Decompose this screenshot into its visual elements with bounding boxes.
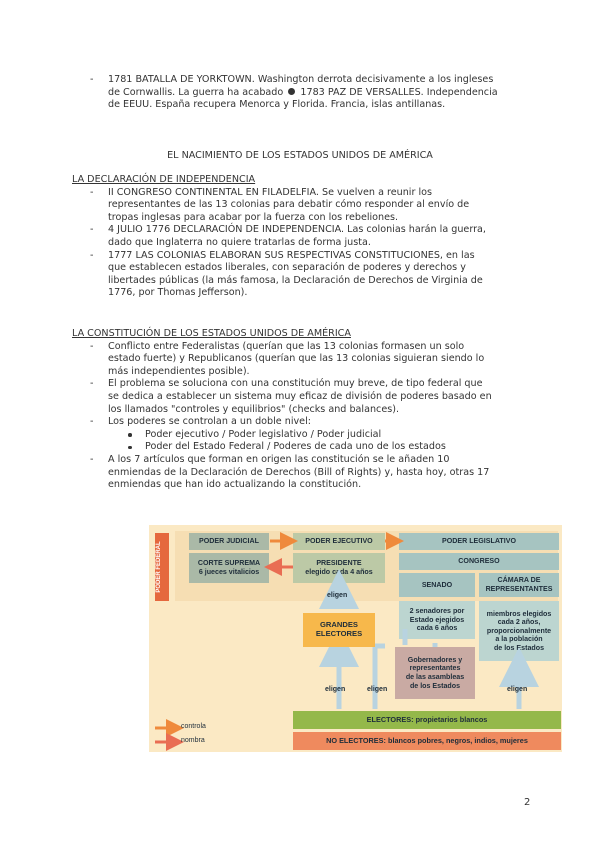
senado-box: SENADO — [399, 573, 475, 597]
s2-line: El problema se soluciona con una constitución muy breve, de tipo federal que — [108, 378, 483, 390]
federal-powers-diagram — [149, 525, 562, 752]
s1-line: que establecen estados liberales, con separación de poderes y derechos y — [108, 262, 466, 274]
list-dash: - — [90, 74, 94, 85]
senadores-box: 2 senadores por Estado ejegidos cada 6 años — [399, 601, 475, 639]
list-dash: - — [90, 416, 94, 428]
intro-line-1: 1781 BATALLA DE YORKTOWN. Washington derrota decisivamente a los ingleses — [108, 74, 494, 85]
list-dash: - — [90, 186, 94, 198]
s1-line: II CONGRESO CONTINENTAL EN FILADELFIA. Se vuelven a reunir los — [108, 186, 432, 198]
eligen-label: eligen — [367, 686, 388, 693]
bullet-icon — [128, 446, 132, 450]
eligen-label: eligen — [507, 686, 528, 693]
list-dash: - — [90, 224, 94, 236]
s2-line: se dedica a establecer un sistema muy eficaz de división de poderes basado en — [108, 391, 492, 402]
s2-subitem: Poder del Estado Federal / Poderes de cada uno de los estados — [145, 441, 446, 453]
s2-line: A los 7 artículos que forman en origen las constitución se le añaden 10 — [108, 454, 450, 465]
bullet-icon — [128, 433, 132, 437]
s2-line: enmiendas de la Declaración de Derechos (Bill of Rights) y, hasta hoy, otras 17 — [108, 466, 490, 478]
side-label: PODER FEDERAL — [156, 541, 162, 593]
legend-nombra: nombra — [181, 737, 205, 744]
eligen-label: eligen — [325, 686, 346, 693]
list-dash: - — [90, 454, 94, 465]
poder-judicial-box: PODER JUDICIAL — [189, 533, 269, 550]
grandes-electores-box: GRANDES ELECTORES — [303, 613, 375, 647]
intro-line-3: de EEUU. España recupera Menorca y Florida. Francia, islas antillanas. — [108, 99, 446, 111]
s2-line: estado fuerte) y Republicanos (querían que las 13 colonias siguieran siendo lo — [108, 353, 485, 365]
page-title: EL NACIMIENTO DE LOS ESTADOS UNIDOS DE AMÉRICA — [167, 150, 433, 161]
poder-legislativo-box: PODER LEGISLATIVO — [399, 533, 559, 550]
electores-box: ELECTORES: propietarios blancos — [293, 711, 561, 729]
legend-controla: controla — [181, 723, 206, 730]
list-dash: - — [90, 340, 94, 352]
s1-line: representantes de las 13 colonias para debatir cómo responder al envío de — [108, 199, 470, 211]
list-dash: - — [90, 378, 94, 390]
poder-ejecutivo-box: PODER EJECUTIVO — [293, 533, 385, 550]
presidente-box: PRESIDENTE elegido cada 4 años — [293, 553, 385, 583]
s2-line: los llamados "controles y equilibrios" (checks and balances). — [108, 403, 400, 415]
intro-line-2b: 1783 PAZ DE VERSALLES. Independencia — [300, 86, 498, 98]
s1-line: dado que Inglaterra no quiere tratarlas de forma justa. — [108, 237, 371, 248]
bullet-circle-icon — [288, 88, 295, 95]
s2-line: Los poderes se controlan a un doble nivel: — [108, 416, 311, 428]
s1-line: 4 JULIO 1776 DECLARACIÓN DE INDEPENDENCIA. Las colonias harán la guerra, — [108, 224, 486, 236]
intro-line-2a: de Cornwallis. La guerra ha acabado — [108, 86, 284, 98]
gobernadores-box: Gobernadores y representantes de las asambleas de los Estados — [395, 647, 475, 699]
list-dash: - — [90, 249, 94, 261]
miembros-box: miembros elegidos cada 2 años, proporcionalmente a la población de los Estados — [479, 601, 559, 661]
s2-line: Conflicto entre Federalistas (querían que las 13 colonias formasen un solo — [108, 340, 465, 352]
section-heading-declaracion: LA DECLARACIÓN DE INDEPENDENCIA — [72, 174, 256, 185]
s1-line: 1776, por Thomas Jefferson). — [108, 287, 248, 299]
s2-subitem: Poder ejecutivo / Poder legislativo / Poder judicial — [145, 428, 382, 440]
s1-line: libertades públicas (la más famosa, la Declaración de Derechos de Virginia de — [108, 274, 483, 286]
s2-line: más independientes posible). — [108, 365, 250, 377]
eligen-label: eligen — [327, 592, 348, 599]
s1-line: 1777 LAS COLONIAS ELABORAN SUS RESPECTIVAS CONSTITUCIONES, en las — [108, 249, 475, 261]
congreso-box: CONGRESO — [399, 553, 559, 570]
s2-line: enmiendas que han ido actualizando la constitución. — [108, 479, 362, 491]
page-number: 2 — [524, 797, 531, 808]
corte-suprema-box: CORTE SUPREMA 6 jueces vitalicios — [189, 553, 269, 583]
camara-box: CÁMARA DE REPRESENTANTES — [479, 573, 559, 597]
no-electores-box: NO ELECTORES: blancos pobres, negros, indios, mujeres — [293, 732, 561, 750]
s1-line: tropas inglesas para acabar por la fuerza con los rebeliones. — [108, 211, 399, 223]
section-heading-constitucion: LA CONSTITUCIÓN DE LOS ESTADOS UNIDOS DE AMÉRICA — [72, 328, 351, 339]
intro-line-2 — [108, 87, 498, 100]
